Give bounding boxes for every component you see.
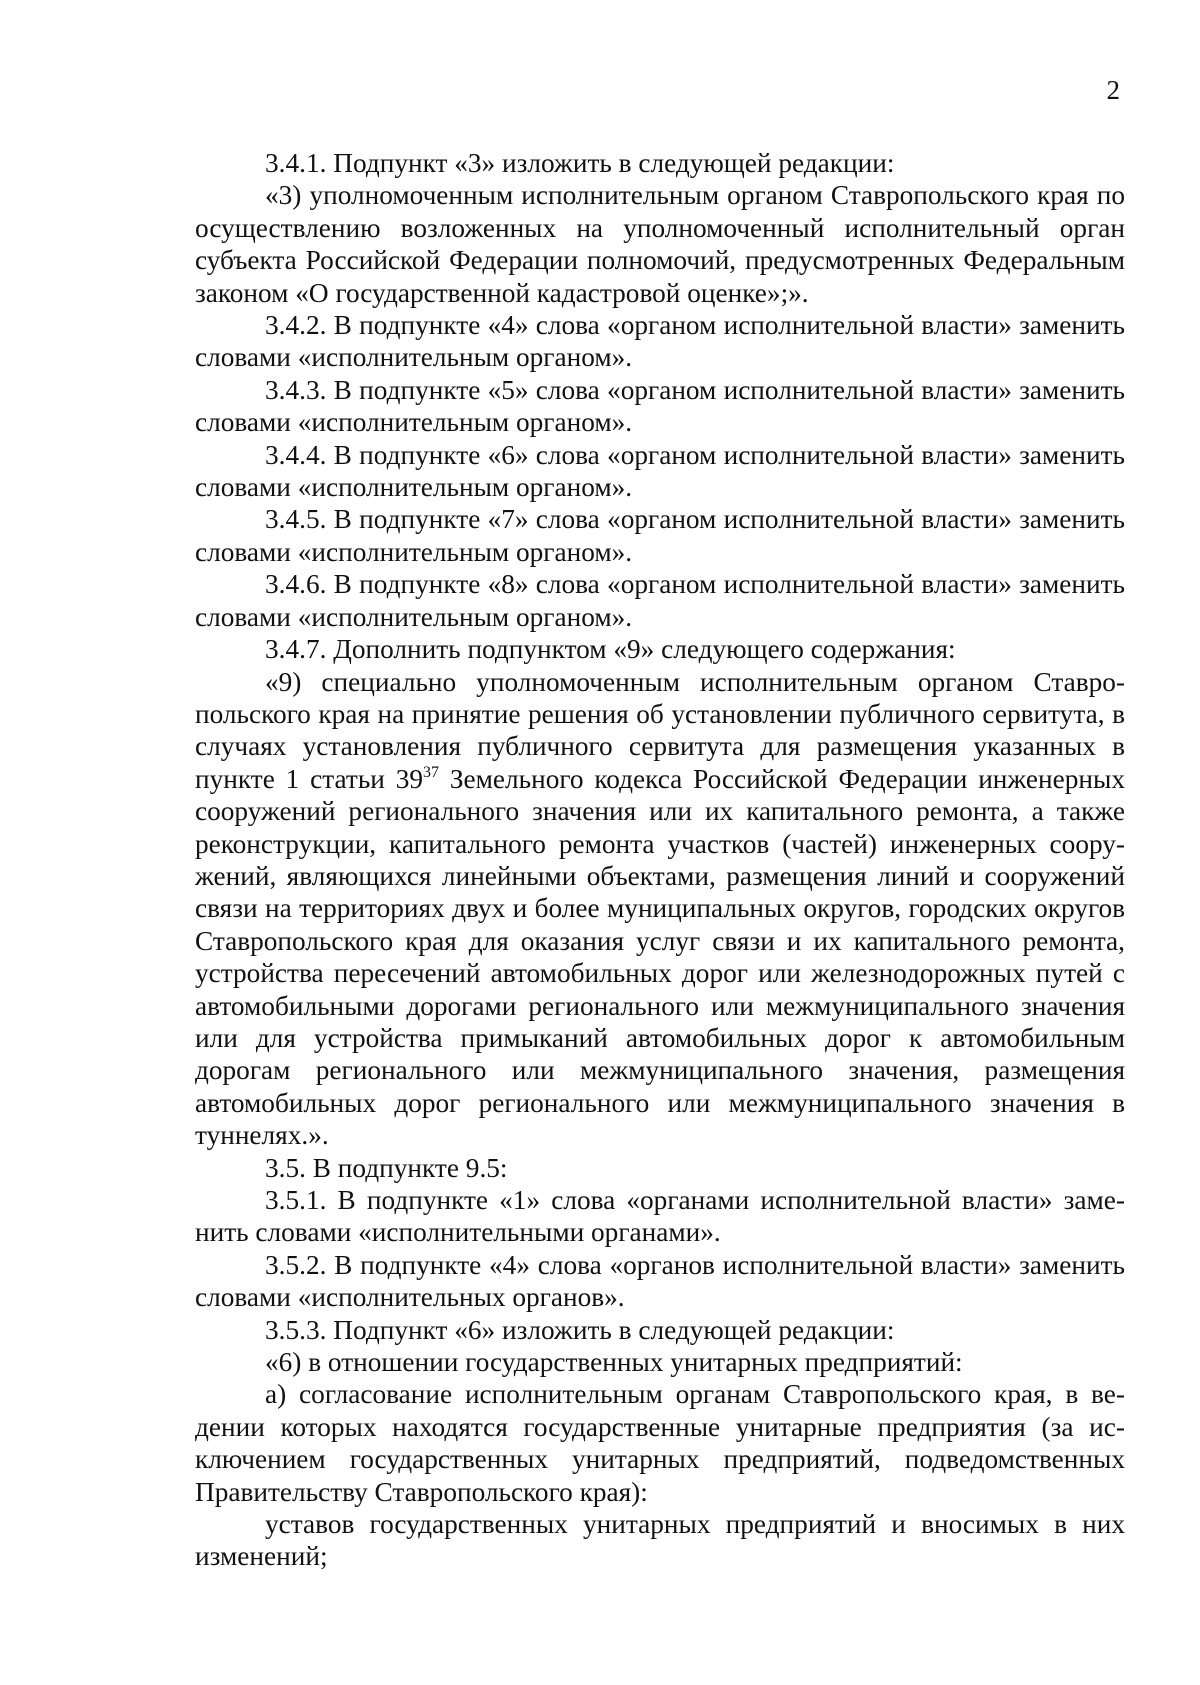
paragraph-charters: уставов государственных унитарных предприятий и вносимых в них изменений; <box>195 1509 1125 1572</box>
document-body <box>195 147 1125 1573</box>
paragraph-3-4-2: 3.4.2. В подпункте «4» слова «органом исполнительной власти» заменить словами «исполнительным органом». <box>195 310 1125 373</box>
paragraph-quote-9-part-2: Земельного кодекса Российской Федерации инженерных сооружений регионального значения или их капитального ремонта, а также реконструкции, капитального ремонта участков (частей) инженерных сооружений, являющихся линейными объектами, размещения линий и сооружений связи на территориях двух и более муниципальных округов, городских округов Ставропольского края для оказания услуг связи и их капитального ремонта, устройства пересечений автомобильных дорог или железнодорожных путей с автомобильными дорогами регионального или межмуниципального значения или для устройства примыканий автомобильных дорог к автомобильным дорогам регионального или межмуниципального значения, размещения автомобильных дорог регионального или межмуниципального значения в туннелях.». <box>195 763 1125 1151</box>
paragraph-subitem-a: а) согласование исполнительным органам Ставропольского края, в ведении которых находятся государственные унитарные предприятия (за исключением государственных унитарных предприятий, подведомственных Правительству Ставропольского края): <box>195 1379 1125 1507</box>
paragraph-quote-3: «3) уполномоченным исполнительным органом Ставропольского края по осуществлению возложенных на уполномоченный исполнительный орган субъекта Российской Федерации полномочий, предусмотренных Федеральным законом «О государственной кадастровой оценке»;». <box>195 180 1125 308</box>
paragraph-3-5-1: 3.5.1. В подпункте «1» слова «органами исполнительной власти» заменить словами «исполнительными органами». <box>195 1185 1125 1248</box>
paragraph-3-4-4: 3.4.4. В подпункте «6» слова «органом исполнительной власти» заменить словами «исполнительным органом». <box>195 439 1125 503</box>
article-superscript: 37 <box>423 763 440 781</box>
paragraph-3-5-3: 3.5.3. Подпункт «6» изложить в следующей редакции: <box>265 1314 895 1345</box>
page-number: 2 <box>1106 75 1120 105</box>
paragraph-3-5-2: 3.5.2. В подпункте «4» слова «органов исполнительной власти» заменить словами «исполнительных органов». <box>195 1249 1125 1313</box>
paragraph-3-4-5: 3.4.5. В подпункте «7» слова «органом исполнительной власти» заменить словами «исполнительным органом». <box>195 504 1125 567</box>
paragraph-3-4-1: 3.4.1. Подпункт «3» изложить в следующей редакции: <box>265 148 895 178</box>
paragraph-3-4-3: 3.4.3. В подпункте «5» слова «органом исполнительной власти» заменить словами «исполнительным органом». <box>195 374 1125 438</box>
paragraph-quote-6: «6) в отношении государственных унитарных предприятий: <box>265 1347 963 1378</box>
paragraph-quote-9-part-1: «9) специально уполномоченным исполнительным органом Ставропольского края на принятие решения об установлении публичного сервитута, в случаях установления публичного сервитута для размещения указанных в пункте 1 статьи 39 <box>195 666 1125 794</box>
paragraph-3-4-6: 3.4.6. В подпункте «8» слова «органом исполнительной власти» заменить словами «исполнительным органом». <box>195 569 1125 632</box>
paragraph-quote-9 <box>195 666 1125 1152</box>
paragraph-3-5: 3.5. В подпункте 9.5: <box>265 1152 508 1183</box>
paragraph-3-4-7: 3.4.7. Дополнить подпунктом «9» следующего содержания: <box>265 634 956 665</box>
